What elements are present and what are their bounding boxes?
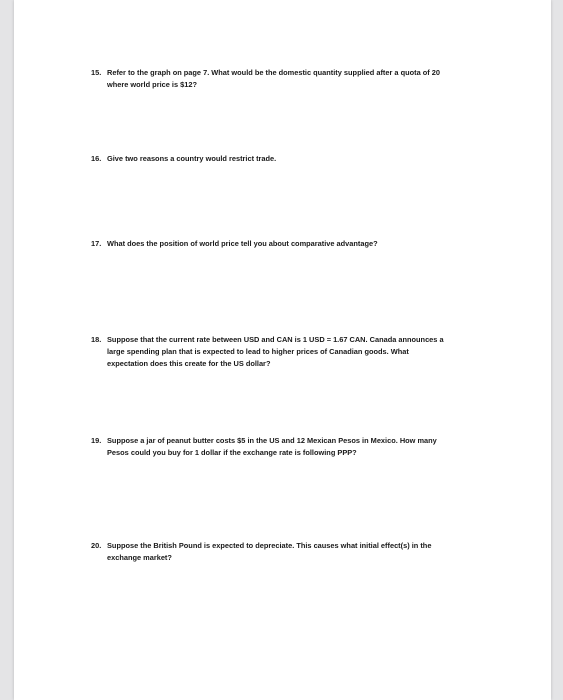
question-number: 20. [91, 541, 102, 550]
question-line: Give two reasons a country would restrict trade. [107, 154, 277, 163]
question-17 [91, 238, 501, 250]
question-text [107, 435, 501, 459]
question-text [107, 334, 501, 370]
question-number: 19. [91, 436, 102, 445]
question-16 [91, 153, 501, 165]
question-text [107, 238, 501, 250]
question-number: 16. [91, 154, 102, 163]
question-text [107, 67, 501, 91]
question-line: Suppose that the current rate between USD and CAN is 1 USD = 1.67 CAN. Canada announces a [107, 335, 444, 344]
question-18 [91, 334, 501, 370]
question-line: where world price is $12? [107, 80, 197, 89]
question-19 [91, 435, 501, 459]
question-line: Suppose a jar of peanut butter costs $5 in the US and 12 Mexican Pesos in Mexico. How many [107, 436, 437, 445]
question-line: expectation does this create for the US dollar? [107, 359, 271, 368]
question-line: large spending plan that is expected to lead to higher prices of Canadian goods. What [107, 347, 409, 356]
question-line: exchange market? [107, 553, 172, 562]
question-20 [91, 540, 501, 564]
question-text [107, 540, 501, 564]
question-line: Suppose the British Pound is expected to depreciate. This causes what initial effect(s) in the [107, 541, 432, 550]
question-number: 18. [91, 335, 102, 344]
question-line: Pesos could you buy for 1 dollar if the exchange rate is following PPP? [107, 448, 357, 457]
question-line: What does the position of world price tell you about comparative advantage? [107, 239, 378, 248]
question-number: 17. [91, 239, 102, 248]
question-number: 15. [91, 68, 102, 77]
question-line: Refer to the graph on page 7. What would be the domestic quantity supplied after a quota of 20 [107, 68, 441, 77]
question-15 [91, 67, 501, 91]
question-text [107, 153, 501, 165]
